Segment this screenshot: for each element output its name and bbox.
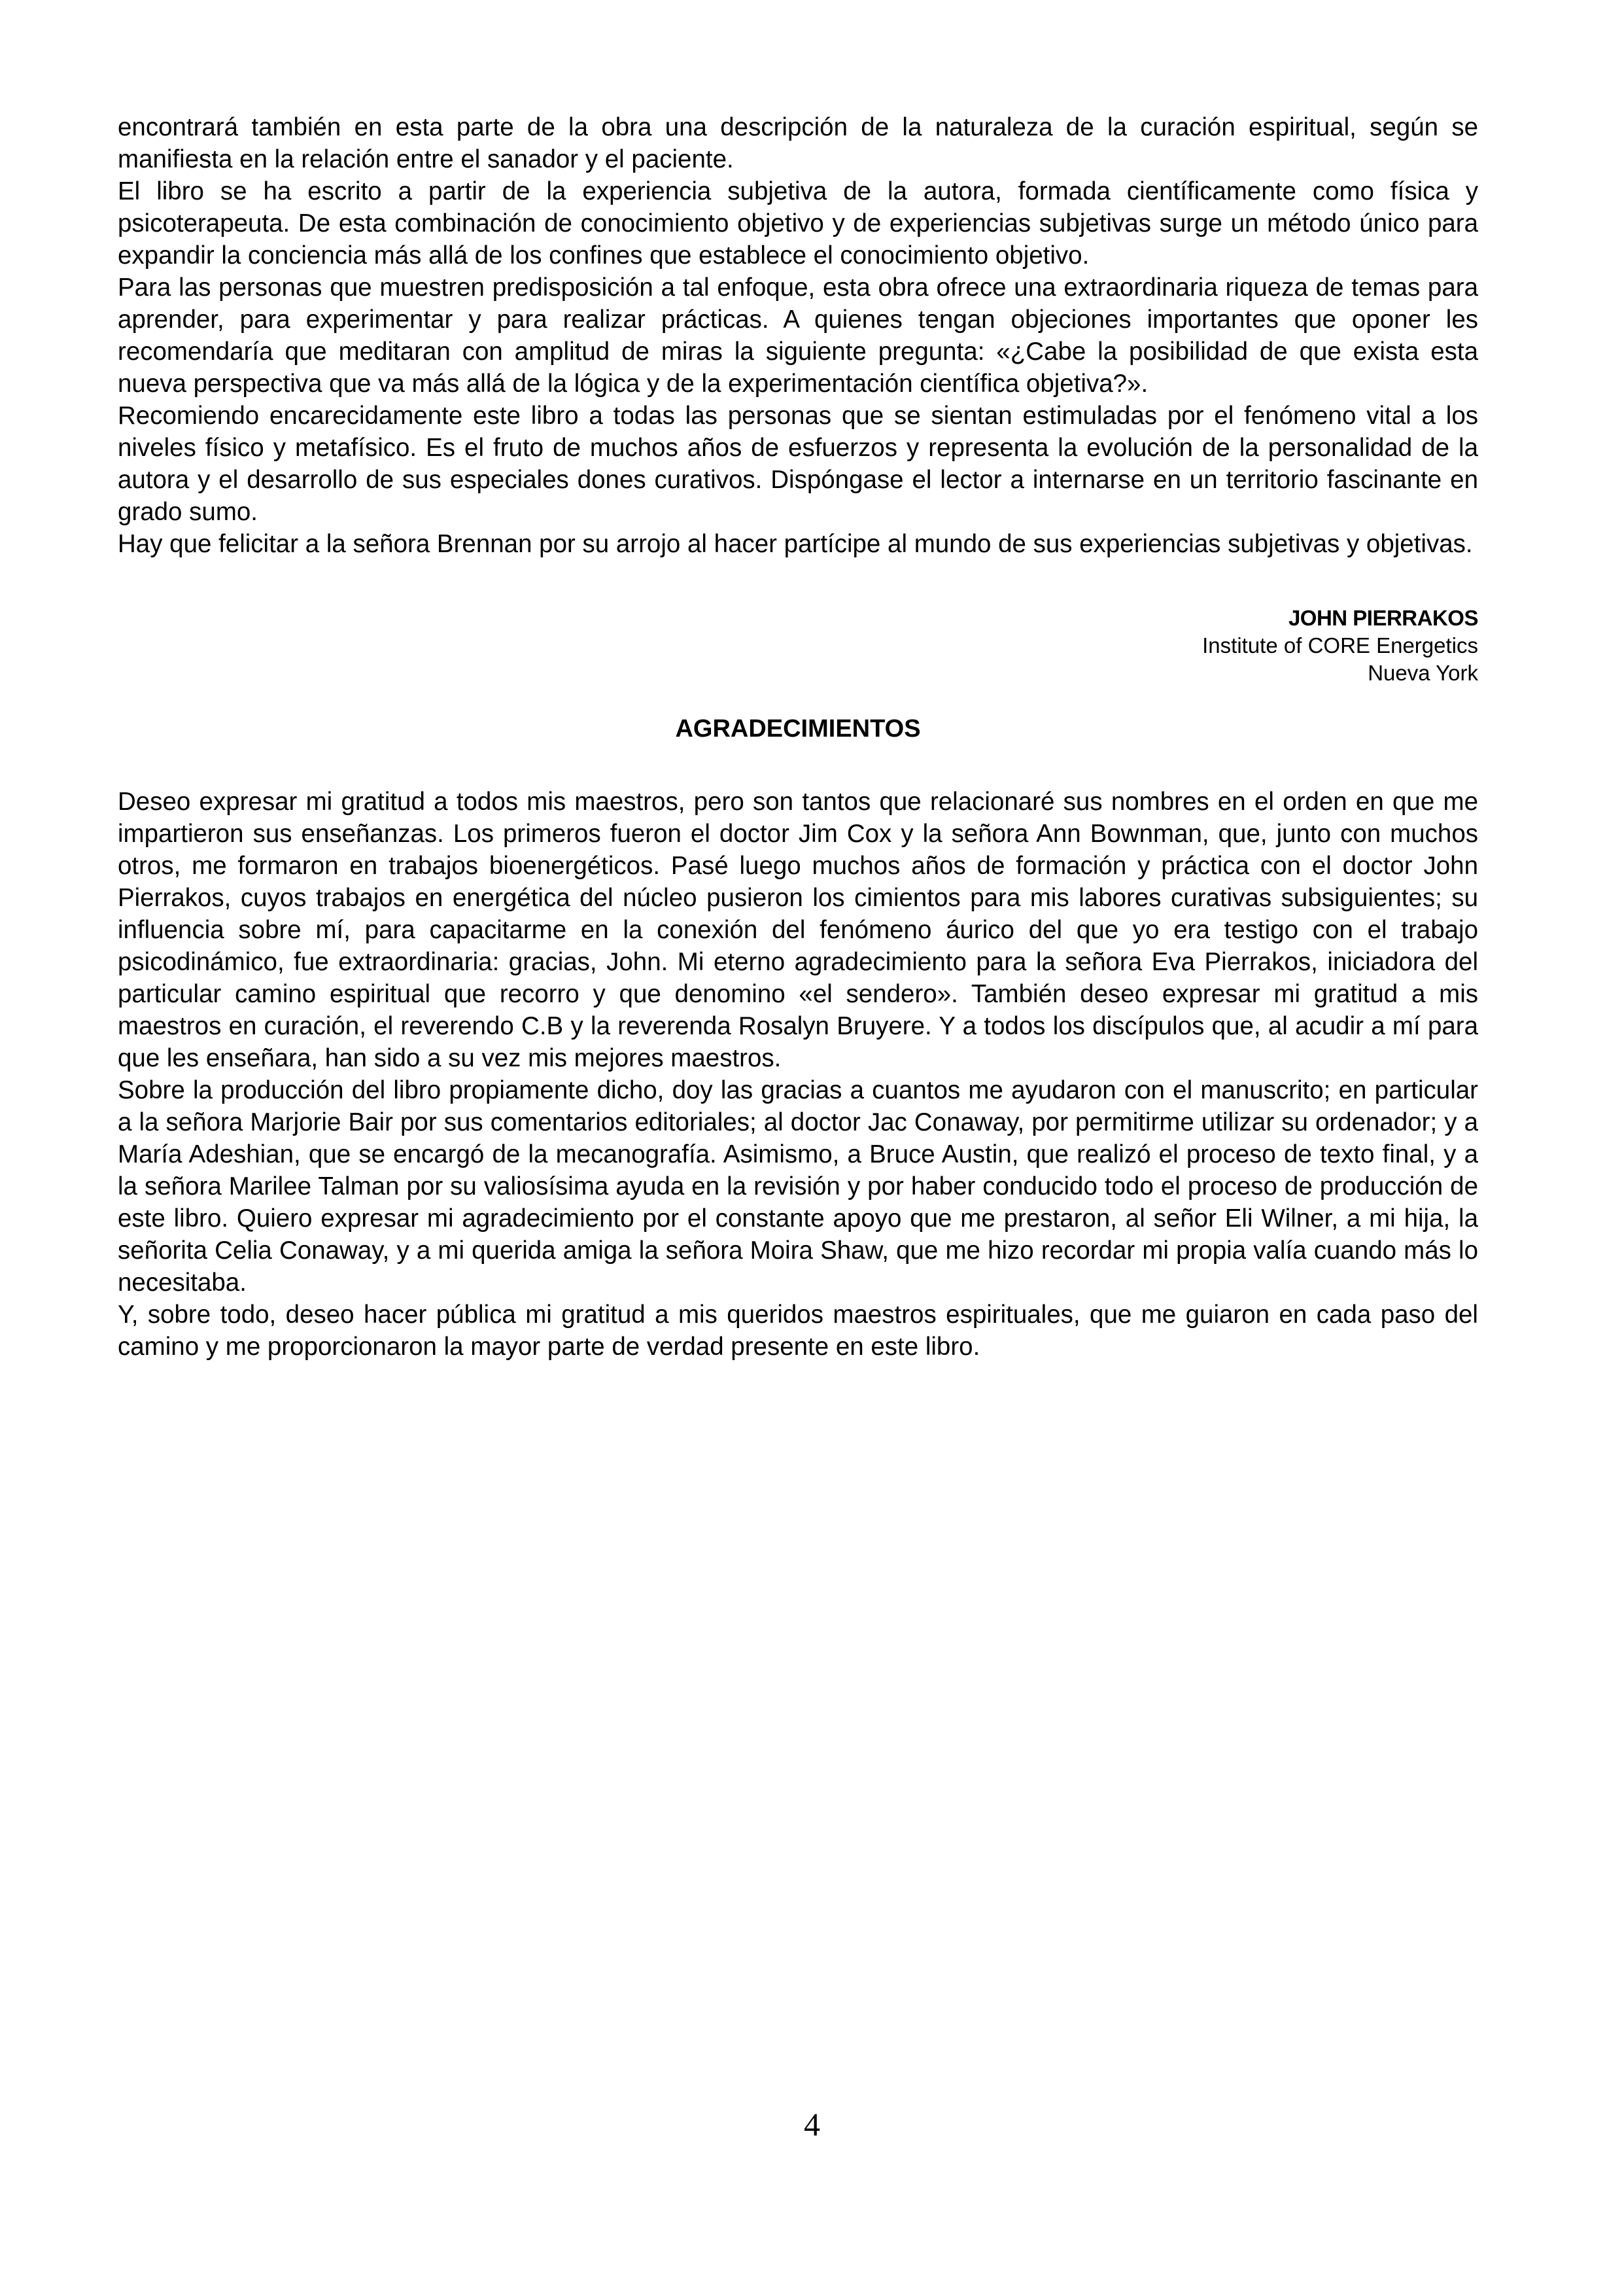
acknowledgments-paragraph: Y, sobre todo, deseo hacer pública mi gratitud a mis queridos maestros espirituales, que me guiaron en cada paso del camino y me proporcionaron la mayor parte de verdad presente en este libro.	[118, 1301, 1478, 1361]
signature-block	[118, 604, 1478, 687]
signature-name: JOHN PIERRAKOS	[1288, 606, 1478, 630]
preface-section	[118, 111, 1478, 560]
preface-paragraph: Recomiendo encarecidamente este libro a todas las personas que se sientan estimuladas por el fenómeno vital a los niveles físico y metafísico. Es el fruto de muchos años de esfuerzos y representa la evolución de la personalidad de la autora y el desarrollo de sus especiales dones curativos. Dispóngase el lector a internarse en un territorio fascinante en grado sumo.	[118, 402, 1478, 526]
acknowledgments-section	[118, 786, 1478, 1363]
preface-paragraph: encontrará también en esta parte de la obra una descripción de la naturaleza de la curación espiritual, según se manifiesta en la relación entre el sanador y el paciente.	[118, 113, 1478, 173]
page-number: 4	[804, 2106, 820, 2143]
signature-institution: Institute of CORE Energetics	[1202, 633, 1478, 657]
preface-paragraph: Para las personas que muestren predisposición a tal enfoque, esta obra ofrece una extraordinaria riqueza de temas para aprender, para experimentar y para realizar prácticas. A quienes tengan objeciones importantes que oponer les recomendaría que meditaran con amplitud de miras la siguiente pregunta: «¿Cabe la posibilidad de que exista esta nueva perspectiva que va más allá de la lógica y de la experimentación científica objetiva?».	[118, 273, 1478, 398]
acknowledgments-paragraph: Deseo expresar mi gratitud a todos mis maestros, pero son tantos que relacionaré sus nombres en el orden en que me impartieron sus enseñanzas. Los primeros fueron el doctor Jim Cox y la señora Ann Bownman, que, junto con muchos otros, me formaron en trabajos bioenergéticos. Pasé luego muchos años de formación y práctica con el doctor John Pierrakos, cuyos trabajos en energética del núcleo pusieron los cimientos para mis labores curativas subsiguientes; su influencia sobre mí, para capacitarme en la conexión del fenómeno áurico del que yo era testigo con el trabajo psicodinámico, fue extraordinaria: gracias, John. Mi eterno agradecimiento para la señora Eva Pierrakos, iniciadora del particular camino espiritual que recorro y que denomino «el sendero». También deseo expresar mi gratitud a mis maestros en curación, el reverendo C.B y la reverenda Rosalyn Bruyere. Y a todos los discípulos que, al acudir a mí para que les enseñara, han sido a su vez mis mejores maestros.	[118, 788, 1478, 1072]
preface-paragraph: El libro se ha escrito a partir de la experiencia subjetiva de la autora, formada científicamente como física y psicoterapeuta. De esta combinación de conocimiento objetivo y de experiencias subjetivas surge un método único para expandir la conciencia más allá de los confines que establece el conocimiento objetivo.	[118, 177, 1478, 270]
signature-city: Nueva York	[1368, 661, 1478, 685]
preface-paragraph: Hay que felicitar a la señora Brennan por su arrojo al hacer partícipe al mundo de sus experiencias subjetivas y objetivas.	[118, 530, 1473, 558]
acknowledgments-paragraph: Sobre la producción del libro propiamente dicho, doy las gracias a cuantos me ayudaron con el manuscrito; en particular a la señora Marjorie Bair por sus comentarios editoriales; al doctor Jac Conaway, por permitirme utilizar su ordenador; y a María Adeshian, que se encargó de la mecanografía. Asimismo, a Bruce Austin, que realizó el proceso de texto final, y a la señora Marilee Talman por su valiosísima ayuda en la revisión y por haber conducido todo el proceso de producción de este libro. Quiero expresar mi agradecimiento por el constante apoyo que me prestaron, al señor Eli Wilner, a mi hija, la señorita Celia Conaway, y a mi querida amiga la señora Moira Shaw, que me hizo recordar mi propia valía cuando más lo necesitaba.	[118, 1076, 1478, 1297]
page-content	[118, 111, 1478, 1363]
acknowledgments-title: AGRADECIMIENTOS	[675, 715, 921, 743]
